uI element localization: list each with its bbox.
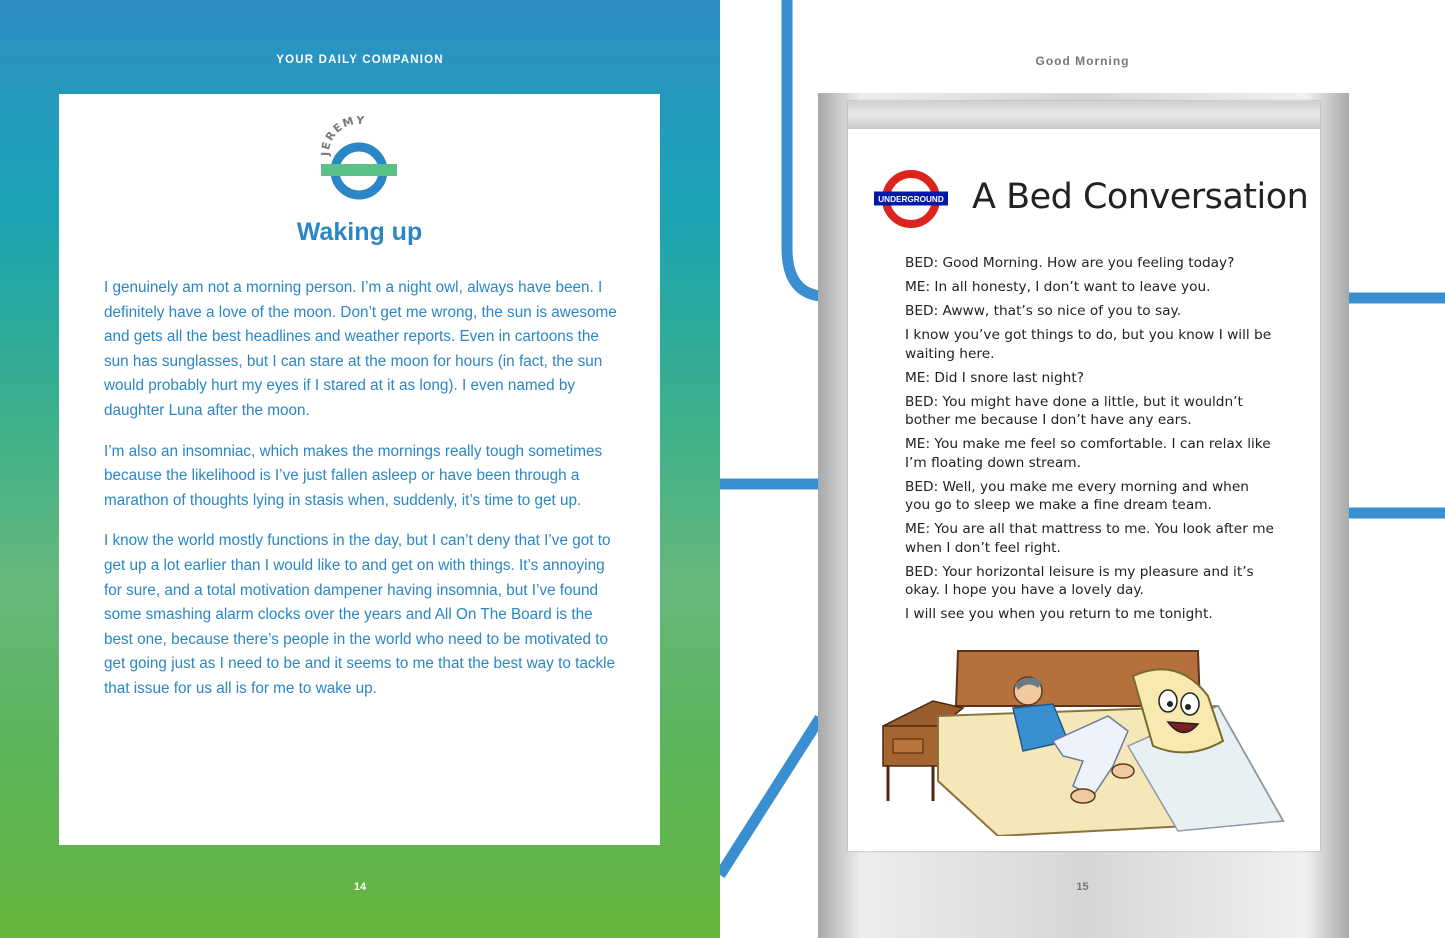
underground-roundel-icon xyxy=(874,167,948,231)
dialogue-line: ME: In all honesty, I don’t want to leave you. xyxy=(905,279,1211,295)
dialogue-line: I know you’ve got things to do, but you know I will be waiting here. xyxy=(905,327,1272,362)
left-page xyxy=(0,0,720,938)
dialogue-line: BED: Good Morning. How are you feeling today? xyxy=(905,255,1235,271)
roundel-name: JEREMY xyxy=(319,116,367,157)
body-text xyxy=(104,276,619,718)
dialogue-line: BED: Well, you make me every morning and when you go to sleep we make a fine dream team. xyxy=(905,478,1249,513)
dialogue-line: ME: You make me feel so comfortable. I can relax like I’m floating down stream. xyxy=(905,436,1271,471)
dialogue-line: BED: Awww, that’s so nice of you to say. xyxy=(905,303,1182,319)
poster-title: A Bed Conversation xyxy=(972,177,1309,217)
poster-top-band xyxy=(848,101,1320,129)
dialogue-line: ME: Did I snore last night? xyxy=(905,369,1084,386)
paragraph: I genuinely am not a morning person. I’m a night owl, always have been. I definitely have a love of the moon. Don’t get me wrong, the sun is awesome and gets all the best headlines and weather reports. Even in cartoons the sun has sunglasses, but I can stare at the moon for hours (in fact, the sun would probably hurt my eyes if I stared at it as long). I even named by daughter Luna after the moon. xyxy=(104,279,617,419)
dialogue-line: I will see you when you return to me tonight. xyxy=(905,606,1213,622)
dialogue-line: BED: You might have done a little, but it wouldn’t bother me because I don’t have any ears. xyxy=(905,393,1243,428)
page-number: 15 xyxy=(1076,881,1089,893)
underground-logo-text: UNDERGROUND xyxy=(878,194,944,204)
paragraph: I’m also an insomniac, which makes the mornings really tough sometimes because the likelihood is I’ve just fallen asleep or have been through a marathon of thoughts lying in stasis when, suddenly, it’s time to get up. xyxy=(104,442,603,509)
dialogue xyxy=(905,254,1275,629)
running-head: Good Morning xyxy=(1035,54,1130,68)
page-title: Waking up xyxy=(296,218,423,246)
running-head: YOUR DAILY COMPANION xyxy=(276,54,444,66)
right-page xyxy=(720,0,1445,938)
bed-illustration xyxy=(878,646,1288,836)
dialogue-line: BED: Your horizontal leisure is my pleasure and it’s okay. I hope you have a lovely day. xyxy=(905,563,1254,598)
content-card xyxy=(59,94,660,845)
page-number: 14 xyxy=(353,881,367,893)
jeremy-roundel-icon xyxy=(319,116,399,200)
dialogue-line: ME: You are all that mattress to me. You look after me when I don’t feel right. xyxy=(905,521,1274,556)
paragraph: I know the world mostly functions in the day, but I can’t deny that I’ve got to get up a lot earlier than I would like to and get on with things. It’s annoying for sure, and a total motivation dampener having insomnia, but I’ve found some smashing alarm clocks over the years and All On The Board is the best one, because there’s people in the world who need to be motivated to get going just as I need to be and it seems to me that the best way to tackle that issue for us all is for me to wake up. xyxy=(104,532,616,697)
poster xyxy=(848,101,1320,851)
